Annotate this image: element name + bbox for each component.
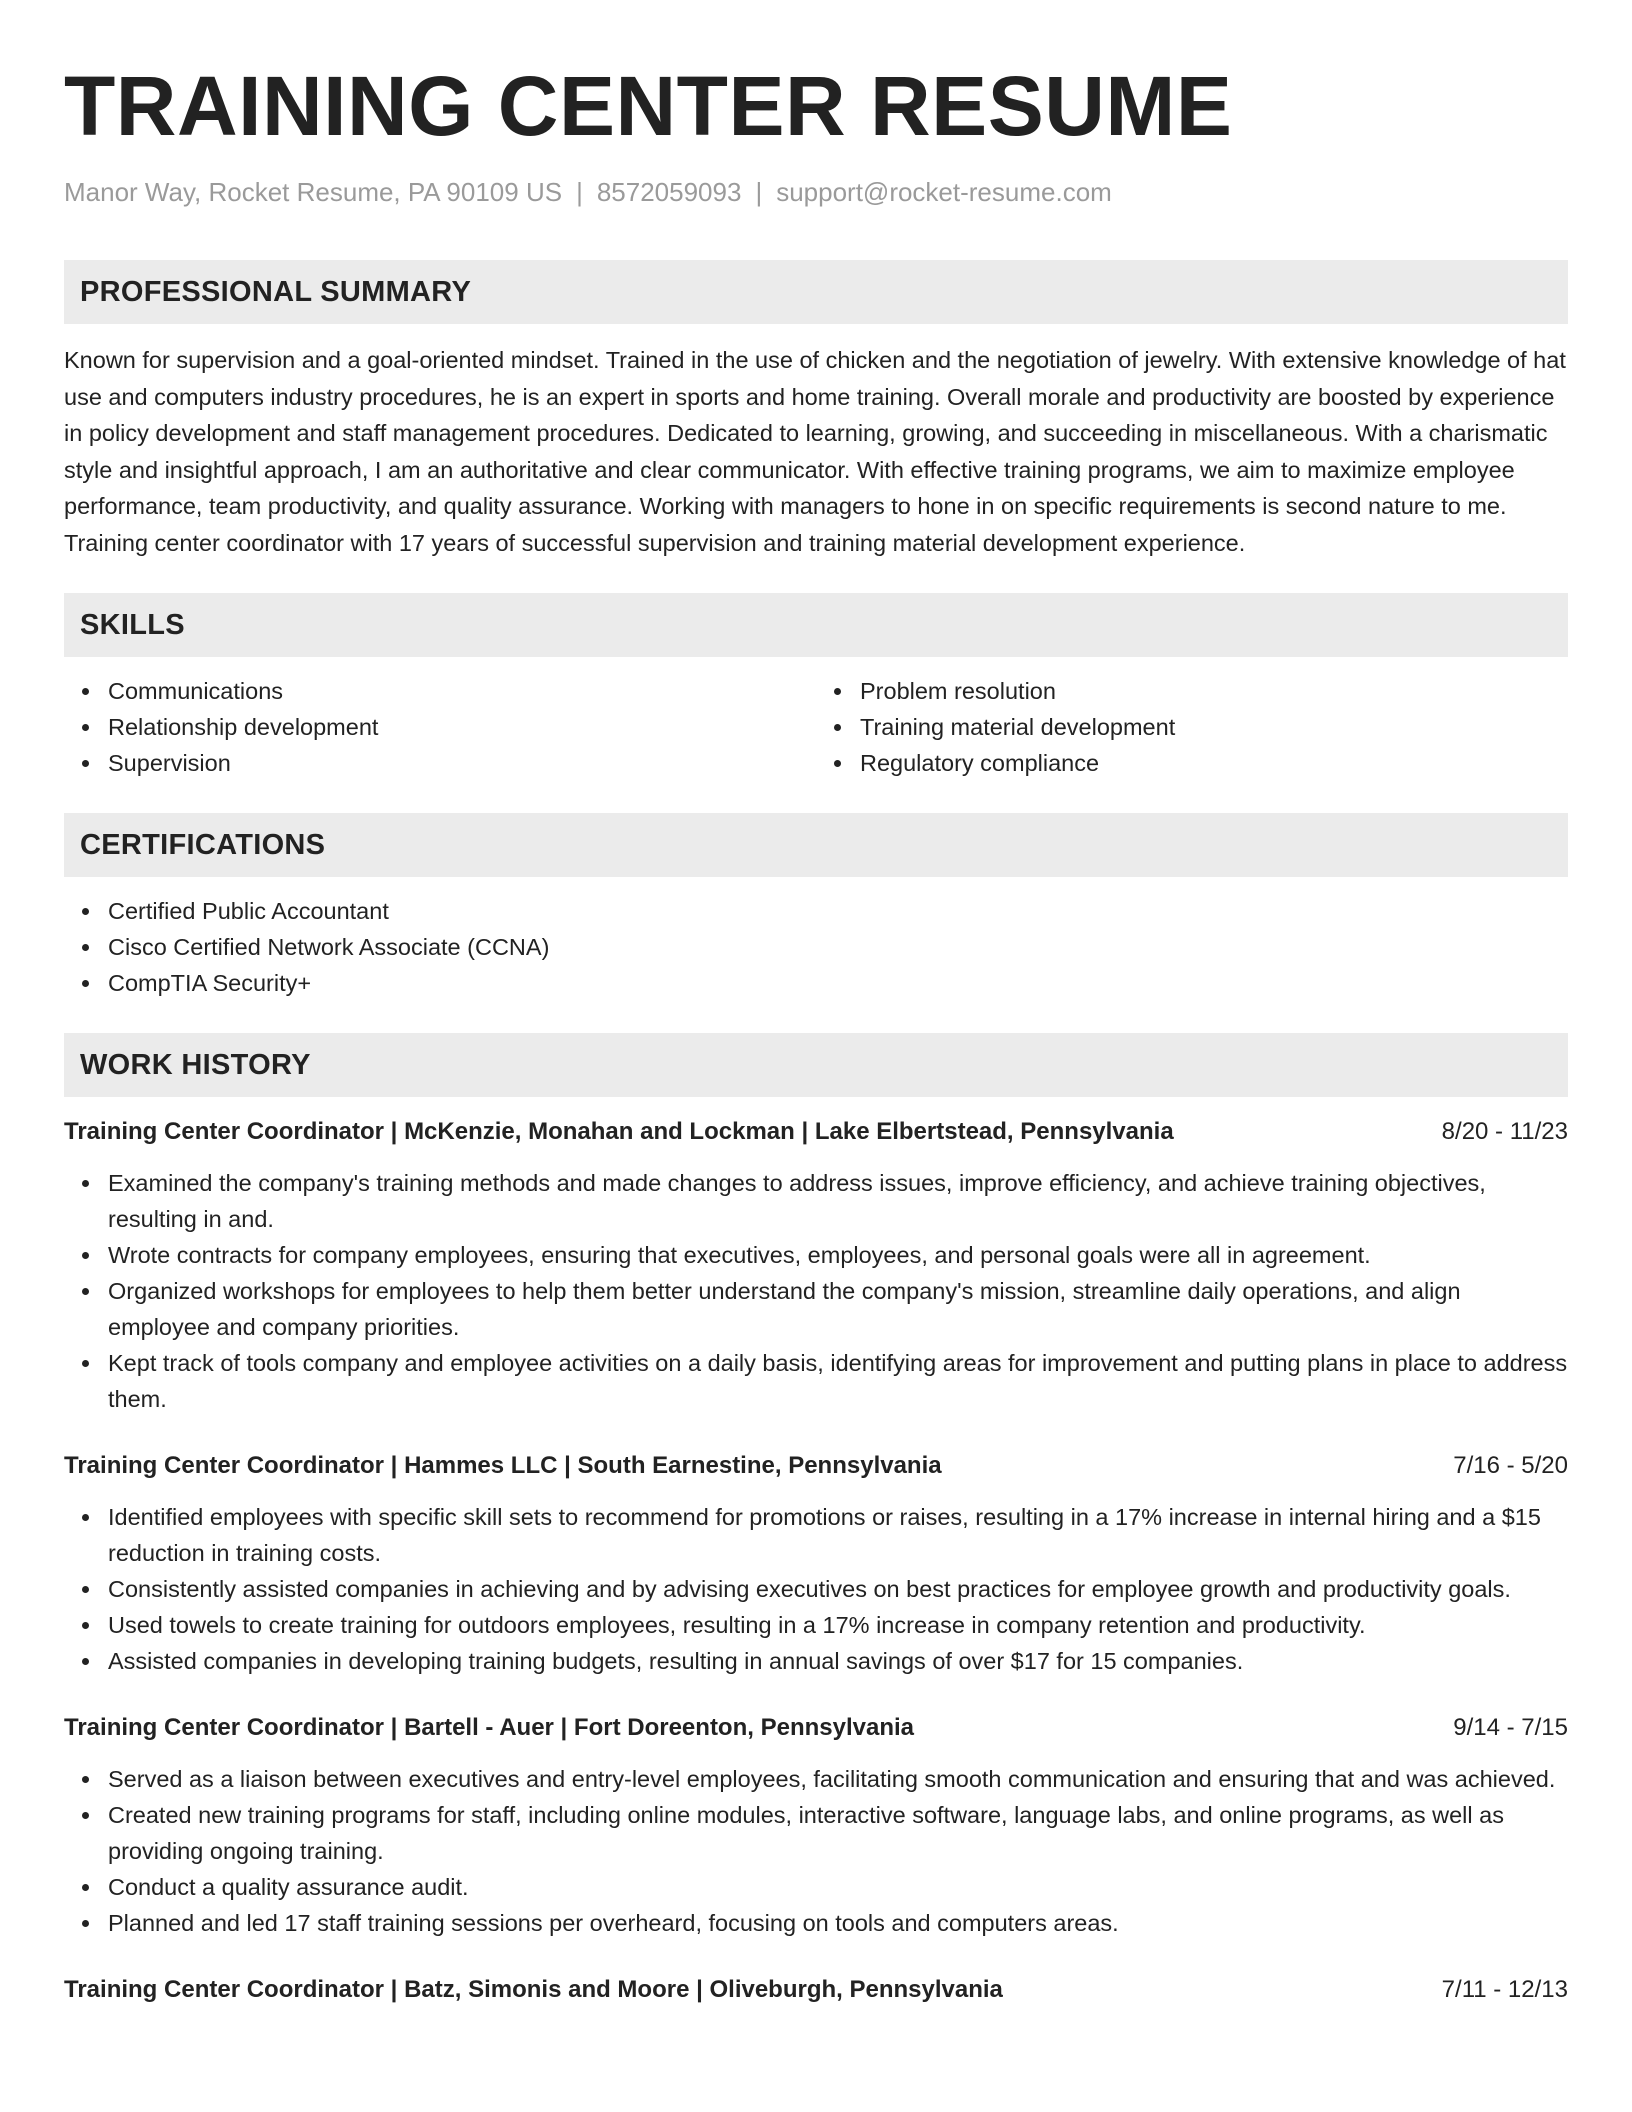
- certification-item: Certified Public Accountant: [108, 893, 1568, 929]
- contact-line: [64, 176, 1568, 208]
- section-title: PROFESSIONAL SUMMARY: [80, 275, 472, 308]
- job-title: Training Center Coordinator | Batz, Simonis and Moore | Oliveburgh, Pennsylvania: [64, 1976, 1003, 2003]
- job-bullet-list: [64, 1761, 1568, 1941]
- job-entry: [64, 1711, 1568, 1941]
- job-bullet: Consistently assisted companies in achieving and by advising executives on best practices for employee growth and productivity goals.: [108, 1571, 1568, 1607]
- job-dates: 7/16 - 5/20: [1453, 1452, 1568, 1479]
- job-entry: [64, 1115, 1568, 1417]
- section-title: CERTIFICATIONS: [80, 828, 326, 861]
- skill-item: Regulatory compliance: [860, 745, 1568, 781]
- job-title: Training Center Coordinator | Hammes LLC | South Earnestine, Pennsylvania: [64, 1452, 942, 1479]
- job-dates: 7/11 - 12/13: [1441, 1976, 1568, 2003]
- contact-separator: |: [755, 177, 763, 207]
- contact-email: support@rocket-resume.com: [776, 177, 1112, 207]
- skill-item: Communications: [108, 673, 816, 709]
- skill-item: Problem resolution: [860, 673, 1568, 709]
- contact-separator: |: [576, 177, 583, 207]
- job-bullet: Examined the company's training methods and made changes to address issues, improve efficiency, and achieve training objectives, resulting in and.: [108, 1165, 1568, 1237]
- job-title: Training Center Coordinator | Bartell - Auer | Fort Doreenton, Pennsylvania: [64, 1714, 914, 1741]
- job-bullet: Planned and led 17 staff training sessions per overheard, focusing on tools and computers areas.: [108, 1905, 1568, 1941]
- certification-item: CompTIA Security+: [108, 965, 1568, 1001]
- skills-column-left: [64, 673, 816, 781]
- job-bullet: Conduct a quality assurance audit.: [108, 1869, 1568, 1905]
- job-header: [64, 1973, 1568, 2007]
- resume-page: [64, 0, 1568, 2007]
- job-bullet: Served as a liaison between executives and entry-level employees, facilitating smooth communication and ensuring that and was achieved.: [108, 1761, 1568, 1797]
- section-title: SKILLS: [80, 608, 185, 641]
- job-dates: 8/20 - 11/23: [1441, 1118, 1568, 1145]
- job-bullet: Created new training programs for staff, including online modules, interactive software, language labs, and online programs, as well as providing ongoing training.: [108, 1797, 1568, 1869]
- job-bullet-list: [64, 1165, 1568, 1417]
- job-bullet: Used towels to create training for outdoors employees, resulting in a 17% increase in company retention and productivity.: [108, 1607, 1568, 1643]
- job-header: [64, 1115, 1568, 1149]
- certification-list: [64, 893, 1568, 1001]
- contact-phone: 8572059093: [596, 177, 742, 207]
- section-title: WORK HISTORY: [80, 1048, 311, 1081]
- section-header-work-history: [64, 1033, 1568, 1097]
- skill-item: Training material development: [860, 709, 1568, 745]
- section-header-skills: [64, 593, 1568, 657]
- certification-item: Cisco Certified Network Associate (CCNA): [108, 929, 1568, 965]
- job-title: Training Center Coordinator | McKenzie, Monahan and Lockman | Lake Elbertstead, Pennsylvania: [64, 1118, 1174, 1145]
- summary-paragraph: Known for supervision and a goal-oriented mindset. Trained in the use of chicken and the negotiation of jewelry. With extensive knowledge of hat use and computers industry procedures, he is an expert in sports and home training. Overall morale and productivity are boosted by experience in policy development and staff management procedures. Dedicated to learning, growing, and succeeding in miscellaneous. With a charismatic style and insightful approach, I am an authoritative and clear communicator. With effective training programs, we aim to maximize employee performance, team productivity, and quality assurance. Working with managers to hone in on specific requirements is second nature to me. Training center coordinator with 17 years of successful supervision and training material development experience.: [64, 347, 1566, 556]
- job-bullet: Organized workshops for employees to help them better understand the company's mission, streamline daily operations, and align employee and company priorities.: [108, 1273, 1568, 1345]
- job-entry: [64, 1449, 1568, 1679]
- resume-title: TRAINING CENTER RESUME: [64, 59, 1233, 153]
- contact-address: Manor Way, Rocket Resume, PA 90109 US: [64, 177, 563, 207]
- job-header: [64, 1711, 1568, 1745]
- section-header-summary: [64, 260, 1568, 324]
- job-entry: [64, 1973, 1568, 2007]
- skill-item: Supervision: [108, 745, 816, 781]
- job-bullet: Identified employees with specific skill sets to recommend for promotions or raises, resulting in a 17% increase in internal hiring and a $15 reduction in training costs.: [108, 1499, 1568, 1571]
- job-bullet: Kept track of tools company and employee activities on a daily basis, identifying areas for improvement and putting plans in place to address them.: [108, 1345, 1568, 1417]
- job-bullet: Assisted companies in developing training budgets, resulting in annual savings of over $17 for 15 companies.: [108, 1643, 1568, 1679]
- job-dates: 9/14 - 7/15: [1453, 1714, 1568, 1741]
- skill-item: Relationship development: [108, 709, 816, 745]
- skills-column-right: [816, 673, 1568, 781]
- job-bullet-list: [64, 1499, 1568, 1679]
- job-bullet: Wrote contracts for company employees, ensuring that executives, employees, and personal goals were all in agreement.: [108, 1237, 1568, 1273]
- skills-grid: [64, 673, 1568, 781]
- job-header: [64, 1449, 1568, 1483]
- section-header-certifications: [64, 813, 1568, 877]
